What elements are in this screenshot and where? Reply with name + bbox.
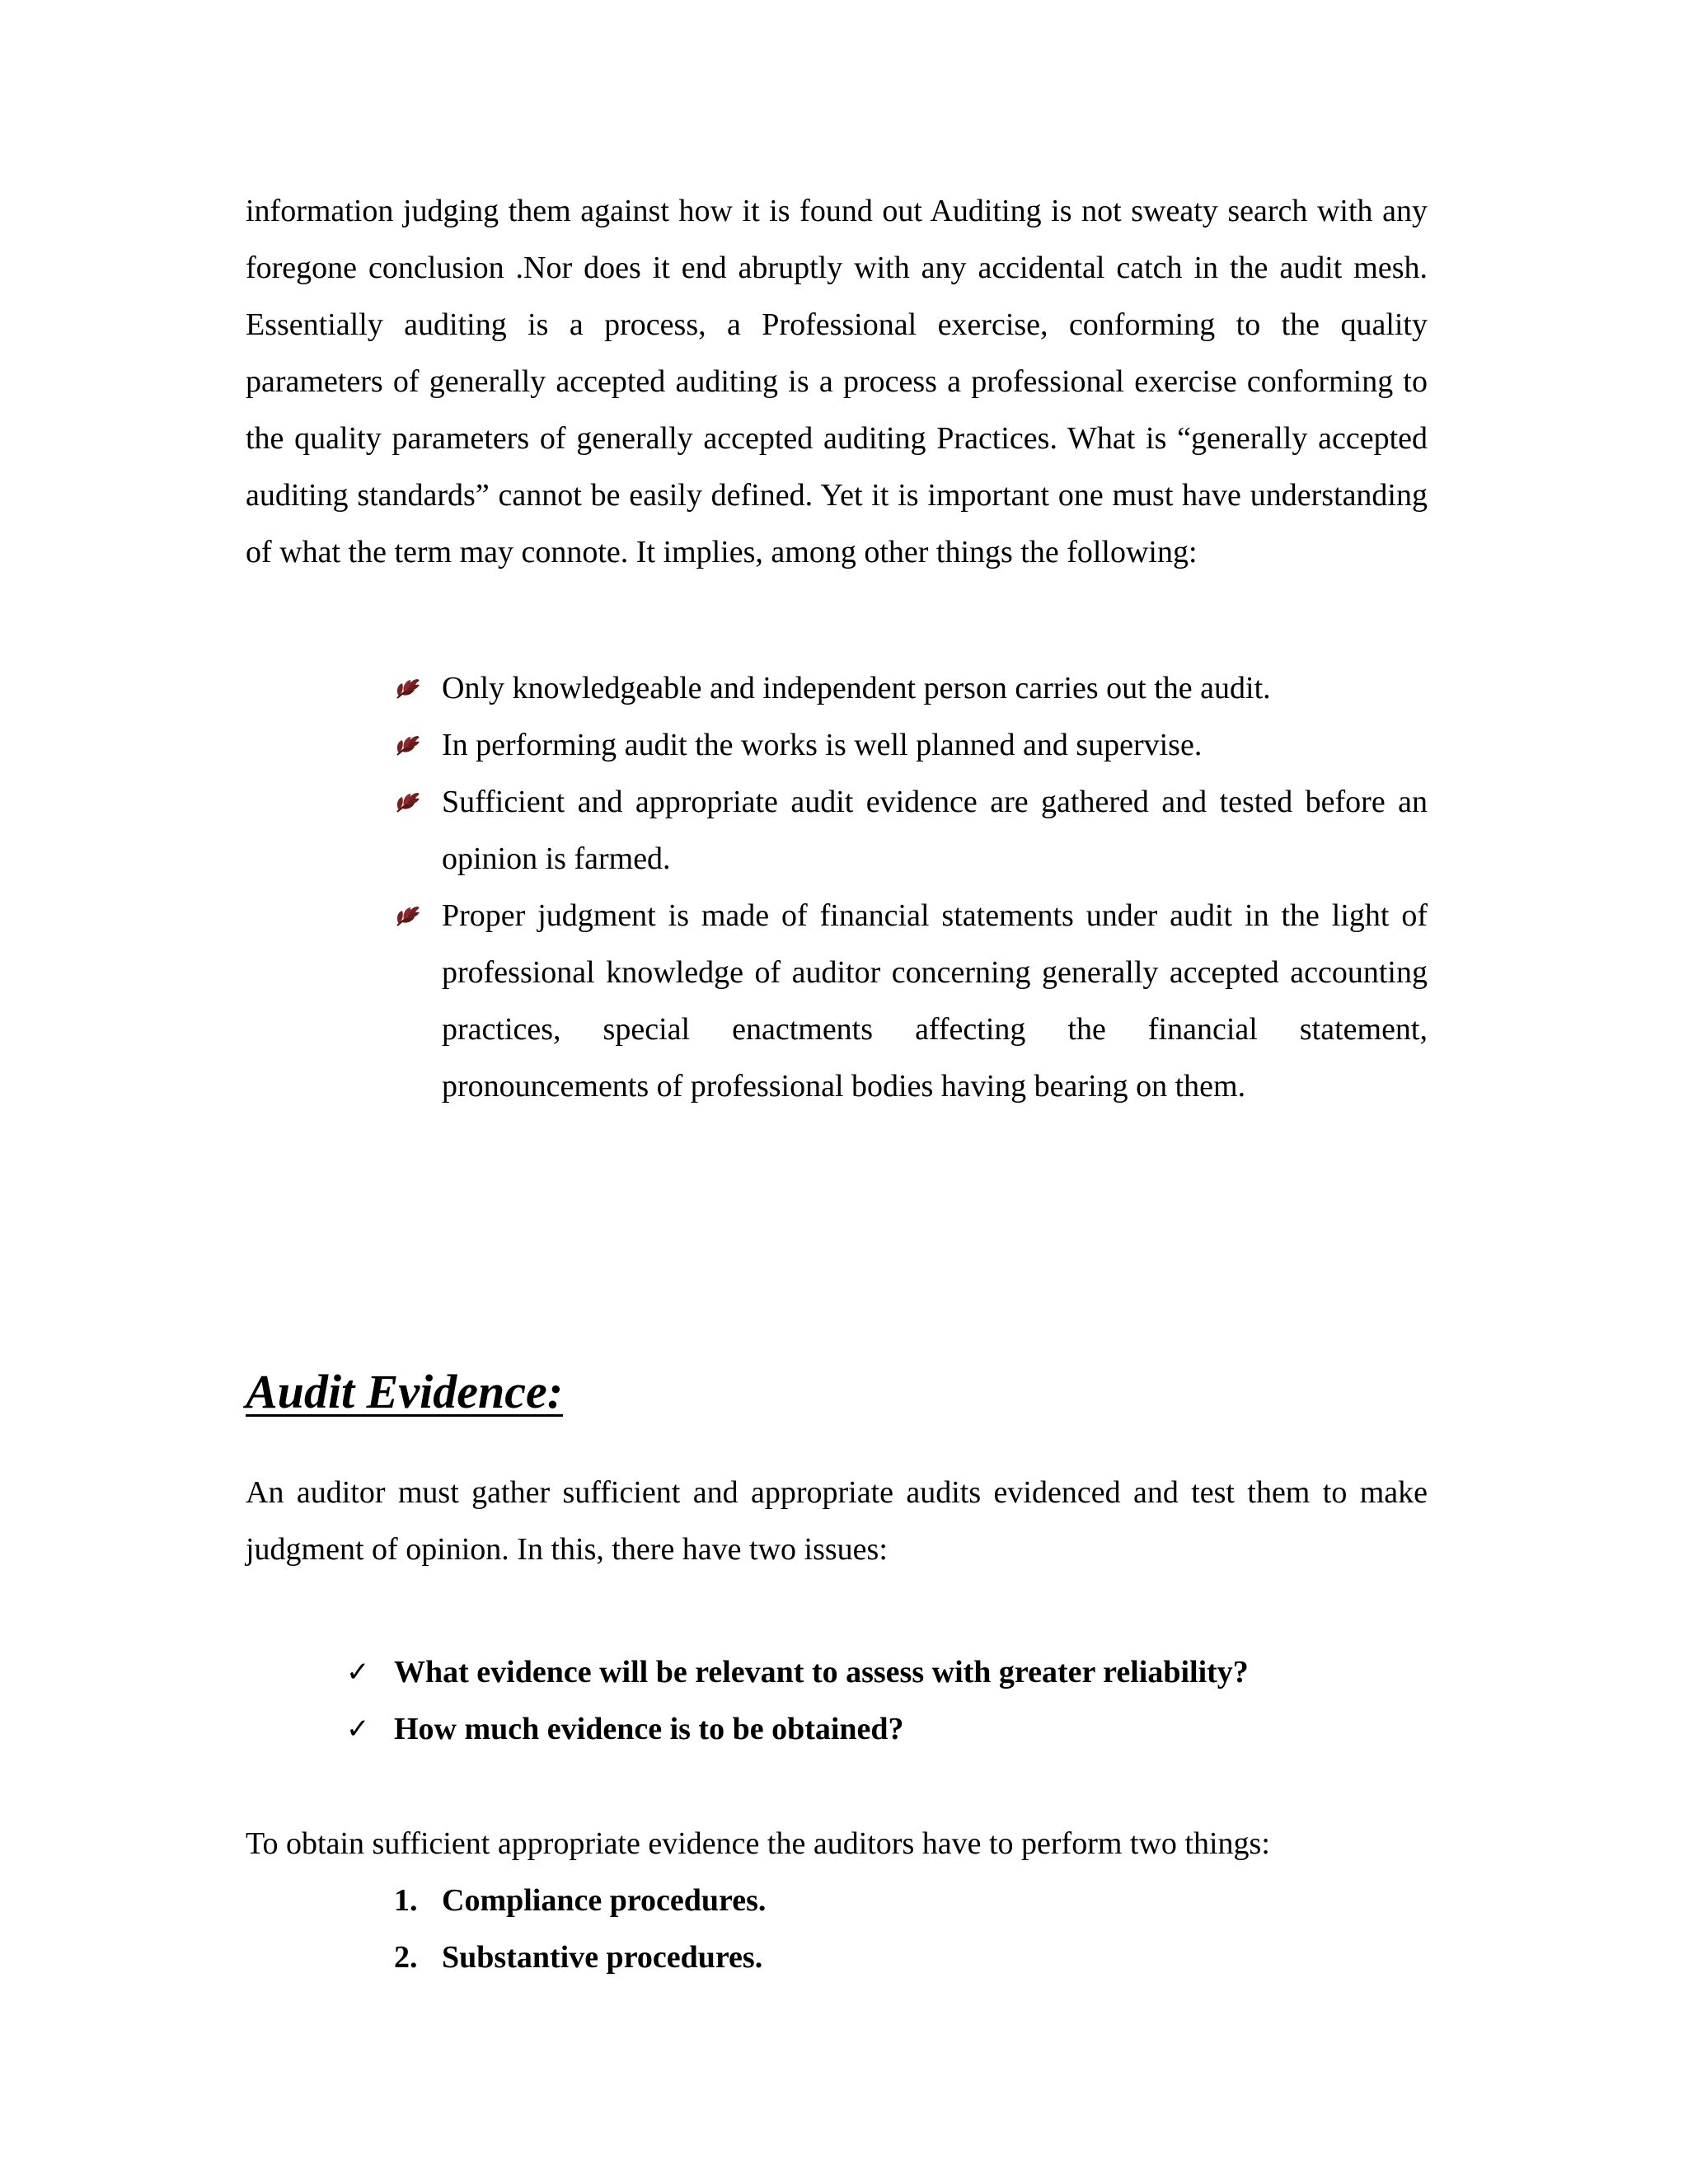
implications-list xyxy=(394,660,1428,1115)
intro-paragraph: information judging them against how it is found out Auditing is not sweaty search with any foregone conclusion .Nor does it end abruptly with any accidental catch in the audit mesh. Essentially auditing is a process, a Professional exercise, conforming to the quality parameters of generally accepted auditing is a process a professional exercise conforming to the quality parameters of generally accepted auditing Practices. What is “generally accepted auditing standards” cannot be easily defined. Yet it is important one must have understanding of what the term may connote. It implies, among other things the following: xyxy=(246,194,1428,569)
list-item-text: Proper judgment is made of financial statements under audit in the light of professional knowledge of auditor concerning generally accepted accounting practices, special enactments affecting the financial statement, pronouncements of professional bodies having bearing on them. xyxy=(442,898,1428,1104)
leaf-bullet-icon xyxy=(394,677,422,701)
list-item-text: In performing audit the works is well planned and supervise. xyxy=(442,728,1203,762)
list-item xyxy=(394,888,1428,1115)
list-item-text: How much evidence is to be obtained? xyxy=(394,1712,904,1747)
page-content xyxy=(246,183,1428,1986)
checkmark-icon: ✓ xyxy=(346,1656,370,1690)
list-item xyxy=(394,1872,1428,1929)
list-item xyxy=(394,774,1428,888)
procedures-list xyxy=(394,1872,1428,1986)
list-item xyxy=(394,660,1428,717)
list-number: 1. xyxy=(394,1883,418,1919)
list-item-text: What evidence will be relevant to assess with greater reliability? xyxy=(394,1655,1249,1690)
list-number: 2. xyxy=(394,1940,418,1975)
list-item xyxy=(346,1644,1428,1701)
issues-list xyxy=(346,1644,1428,1758)
obtain-paragraph: To obtain sufficient appropriate evidence the auditors have to perform two things: xyxy=(246,1826,1270,1862)
leaf-bullet-icon xyxy=(394,790,422,815)
list-item-text: Sufficient and appropriate audit evidence are gathered and tested before an opinion is farmed. xyxy=(442,785,1428,876)
list-item-text: Only knowledgeable and independent person carries out the audit. xyxy=(442,671,1271,705)
section-paragraph: An auditor must gather sufficient and appropriate audits evidenced and test them to make judgment of opinion. In this, there have two issues: xyxy=(246,1475,1428,1568)
list-item xyxy=(394,717,1428,774)
section-heading: Audit Evidence: xyxy=(246,1365,564,1418)
leaf-bullet-icon xyxy=(394,733,422,758)
list-item-text: Compliance procedures. xyxy=(442,1883,767,1919)
list-item xyxy=(346,1701,1428,1758)
leaf-bullet-icon xyxy=(394,904,422,929)
list-item xyxy=(394,1929,1428,1986)
list-item-text: Substantive procedures. xyxy=(442,1940,763,1975)
checkmark-icon: ✓ xyxy=(346,1713,370,1746)
